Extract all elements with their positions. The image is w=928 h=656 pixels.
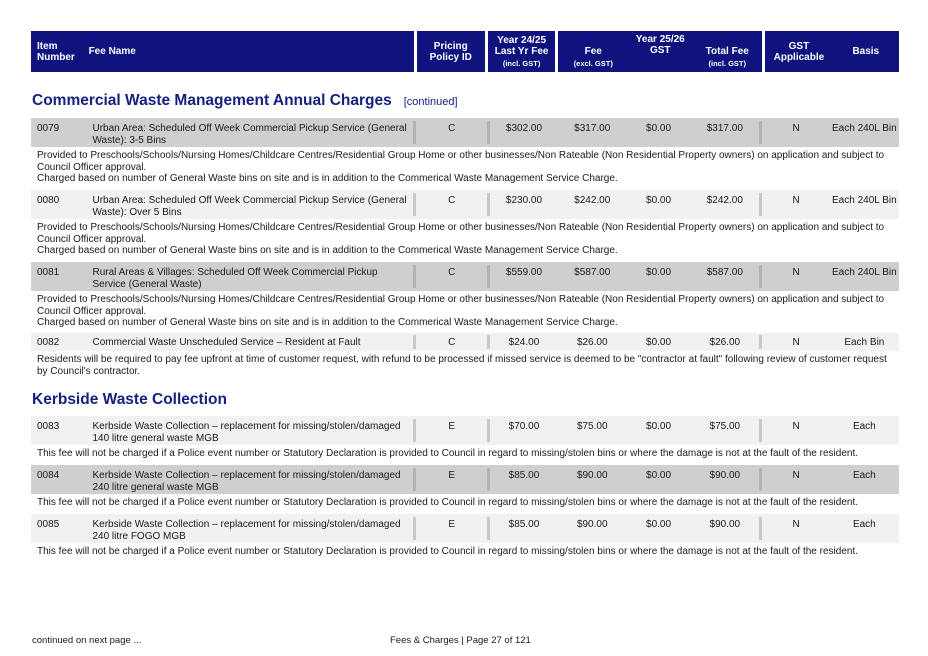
header-gst-applicable-line1: GST — [788, 40, 810, 52]
fee-description — [37, 497, 892, 509]
description-line: Provided to Preschools/Schools/Nursing Homes/Childcare Centres/Residential Group Home or other businesses/Non Rateable (Non Residential Property owners) on application and subject to Council Officer approval. — [37, 222, 885, 245]
table-row — [31, 465, 899, 494]
header-year-2526: Year 25/26 — [635, 34, 685, 45]
pricing-policy-id: E — [448, 519, 456, 530]
fee-description — [37, 354, 892, 377]
description-line: This fee will not be charged if a Police event number or Statutory Declaration is provided to Council in regard to missing/stolen bins or where the damage is not at the fault of the resident. — [37, 497, 858, 508]
fee-name: Rural Areas & Villages: Scheduled Off Week Commercial Pickup Service (General Waste) — [92, 267, 378, 290]
header-year-2526-cells — [558, 31, 762, 72]
header-gst-applicable — [765, 31, 832, 72]
last-yr-fee: $70.00 — [508, 421, 540, 432]
continued-note: continued on next page ... — [32, 635, 142, 646]
item-number: 0085 — [37, 519, 60, 530]
pricing-policy-id: C — [448, 267, 456, 278]
fee-name: Kerbside Waste Collection – replacement for missing/stolen/damaged 140 litre general waste MGB — [92, 421, 401, 444]
header-basis-label: Basis — [852, 46, 880, 57]
pricing-policy-id: C — [448, 123, 456, 134]
header-total-fee — [692, 31, 762, 72]
pricing-policy-id: C — [448, 337, 456, 348]
description-line: Residents will be required to pay fee upfront at time of customer request, with refund to be processed if missed service is deemed to be "contractor at fault" following review of customer request by Council's contractor. — [37, 354, 887, 377]
header-year-2425: Year 24/25 — [497, 35, 547, 46]
gst-amount: $0.00 — [646, 195, 672, 206]
header-item-number — [31, 31, 83, 72]
header-item-number-line1: Item — [37, 40, 58, 52]
header-total-fee-label: Total Fee — [705, 46, 749, 57]
gst-amount: $0.00 — [646, 470, 672, 481]
gst-amount: $0.00 — [646, 267, 672, 278]
fee-name: Urban Area: Scheduled Off Week Commercial Pickup Service (General Waste): Over 5 Bins — [92, 195, 407, 218]
fee-excl-gst: $587.00 — [574, 267, 611, 278]
section-title-kerbside — [32, 391, 227, 409]
table-header — [31, 31, 899, 72]
header-gst-applicable-line2: Applicable — [773, 51, 825, 63]
header-last-yr-fee-sub: (incl. GST) — [502, 59, 541, 68]
gst-amount: $0.00 — [646, 519, 672, 530]
fee-description — [37, 150, 892, 185]
last-yr-fee: $85.00 — [508, 470, 540, 481]
total-fee: $26.00 — [709, 337, 741, 348]
section-continued-label: [continued] — [403, 96, 458, 108]
header-fee-name — [83, 31, 414, 72]
gst-applicable: N — [792, 519, 800, 530]
section-title-commercial — [32, 92, 458, 110]
description-line: This fee will not be charged if a Police event number or Statutory Declaration is provided to Council in regard to missing/stolen bins or where the damage is not at the fault of the resident. — [37, 546, 858, 557]
header-last-yr-fee — [488, 31, 555, 72]
basis: Each — [852, 519, 876, 530]
header-fee — [558, 31, 628, 72]
item-number: 0080 — [37, 195, 60, 206]
fee-name: Kerbside Waste Collection – replacement for missing/stolen/damaged 240 litre FOGO MGB — [92, 519, 401, 542]
last-yr-fee: $24.00 — [508, 337, 540, 348]
section-title-text: Kerbside Waste Collection — [32, 391, 227, 408]
fee-description — [37, 294, 892, 329]
fee-excl-gst: $90.00 — [576, 519, 608, 530]
gst-applicable: N — [792, 470, 800, 481]
fee-description — [37, 546, 892, 558]
total-fee: $587.00 — [706, 267, 743, 278]
fee-excl-gst: $90.00 — [576, 470, 608, 481]
item-number: 0083 — [37, 421, 60, 432]
fee-excl-gst: $75.00 — [576, 421, 608, 432]
fee-excl-gst: $26.00 — [576, 337, 608, 348]
header-last-yr-fee-label: Last Yr Fee — [494, 46, 549, 57]
last-yr-fee: $302.00 — [505, 123, 543, 134]
header-gst-label: GST — [649, 45, 671, 56]
table-row — [31, 262, 899, 291]
total-fee: $317.00 — [706, 123, 743, 134]
total-fee: $75.00 — [709, 421, 741, 432]
basis: Each 240L Bin — [832, 267, 897, 278]
description-line: Charged based on number of General Waste bins on site and is in addition to the Commerical Waste Management Service Charge. — [37, 317, 618, 328]
total-fee: $90.00 — [709, 470, 741, 481]
table-row — [31, 190, 899, 219]
fee-name: Urban Area: Scheduled Off Week Commercial Pickup Service (General Waste): 3-5 Bins — [92, 123, 407, 146]
last-yr-fee: $85.00 — [508, 519, 540, 530]
table-row — [31, 118, 899, 147]
page-number: Fees & Charges | Page 27 of 121 — [390, 635, 531, 646]
fee-excl-gst: $317.00 — [574, 123, 611, 134]
fee-excl-gst: $242.00 — [574, 195, 611, 206]
fee-description — [37, 448, 892, 460]
item-number: 0082 — [37, 337, 60, 348]
description-line: Provided to Preschools/Schools/Nursing Homes/Childcare Centres/Residential Group Home or other businesses/Non Rateable (Non Residential Property owners) on application and subject to Council Officer approval. — [37, 150, 885, 173]
header-basis — [833, 31, 899, 72]
item-number: 0079 — [37, 123, 60, 134]
fee-name: Kerbside Waste Collection – replacement for missing/stolen/damaged 240 litre general waste MGB — [92, 470, 401, 493]
description-line: Provided to Preschools/Schools/Nursing Homes/Childcare Centres/Residential Group Home or other businesses/Non Rateable (Non Residential Property owners) on application and subject to Council Officer approval. — [37, 294, 885, 317]
total-fee: $242.00 — [706, 195, 743, 206]
header-total-fee-sub: (incl. GST) — [708, 59, 746, 68]
gst-applicable: N — [792, 123, 800, 134]
gst-amount: $0.00 — [646, 421, 672, 432]
gst-amount: $0.00 — [646, 123, 672, 134]
last-yr-fee: $559.00 — [505, 267, 543, 278]
gst-applicable: N — [792, 267, 800, 278]
header-fee-label: Fee — [584, 46, 602, 57]
total-fee: $90.00 — [709, 519, 741, 530]
header-fee-name-label: Fee Name — [88, 46, 136, 57]
pricing-policy-id: C — [448, 195, 456, 206]
item-number: 0081 — [37, 267, 60, 278]
table-row — [31, 416, 899, 445]
header-fee-sub: (excl. GST) — [573, 59, 613, 68]
basis: Each 240L Bin — [832, 195, 897, 206]
table-row — [31, 514, 899, 543]
header-year-2526-group — [558, 31, 762, 72]
header-gst — [628, 31, 692, 72]
header-item-number-line2: Number — [37, 51, 75, 63]
gst-applicable: N — [792, 337, 800, 348]
section-title-text: Commercial Waste Management Annual Charges — [32, 92, 392, 109]
fee-name: Commercial Waste Unscheduled Service – Resident at Fault — [92, 337, 361, 348]
description-line: Charged based on number of General Waste bins on site and is in addition to the Commerical Waste Management Service Charge. — [37, 245, 618, 256]
gst-amount: $0.00 — [646, 337, 672, 348]
basis: Each — [852, 470, 876, 481]
last-yr-fee: $230.00 — [505, 195, 543, 206]
pricing-policy-id: E — [448, 421, 456, 432]
basis: Each 240L Bin — [832, 123, 897, 134]
header-pricing-line2: Policy ID — [429, 51, 472, 63]
pricing-policy-id: E — [448, 470, 456, 481]
gst-applicable: N — [792, 195, 800, 206]
basis: Each Bin — [844, 337, 885, 348]
table-row — [31, 333, 899, 351]
gst-applicable: N — [792, 421, 800, 432]
header-pricing-line1: Pricing — [433, 40, 468, 52]
header-pricing-policy-id — [417, 31, 485, 72]
description-line: This fee will not be charged if a Police event number or Statutory Declaration is provided to Council in regard to missing/stolen bins or where the damage is not at the fault of the resident. — [37, 448, 858, 459]
description-line: Charged based on number of General Waste bins on site and is in addition to the Commerical Waste Management Service Charge. — [37, 173, 618, 184]
item-number: 0084 — [37, 470, 60, 481]
basis: Each — [852, 421, 876, 432]
fee-description — [37, 222, 892, 257]
